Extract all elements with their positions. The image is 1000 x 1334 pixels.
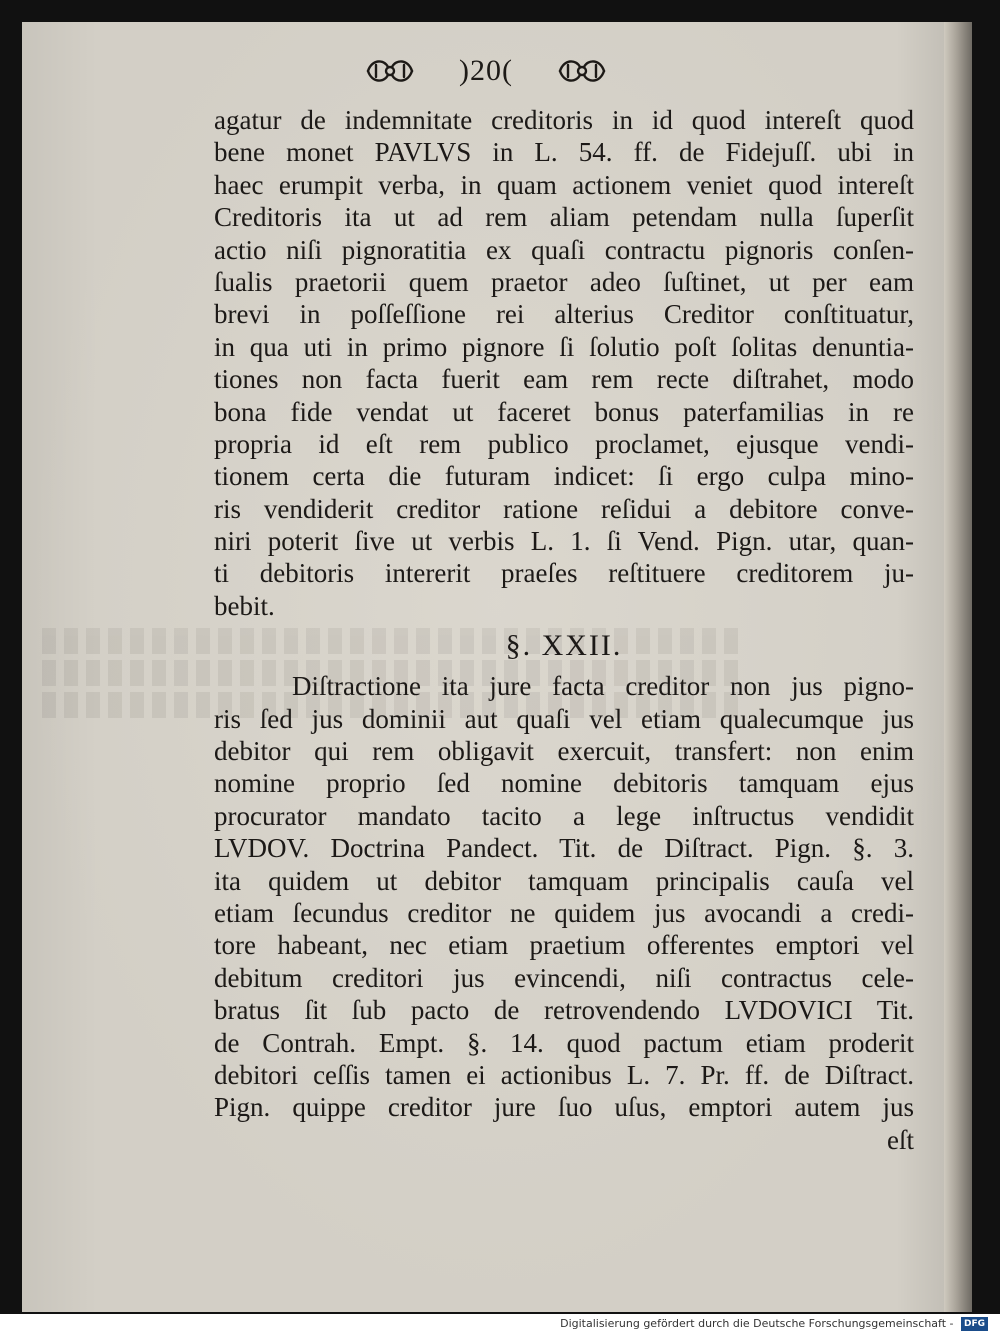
text-line: de Contrah. Empt. §. 14. quod pactum etiam proderit <box>214 1027 914 1058</box>
section-heading: §. XXII. <box>505 629 623 663</box>
text-line: ſualis praetorii quem praetor adeo ſuſtinet, ut per eam <box>214 266 914 297</box>
text-line: niri poterit ſive ut verbis L. 1. ſi Vend. Pign. utar, quan- <box>214 526 914 557</box>
text-line: debitori ceſſis tamen ei actionibus L. 7. Pr. ff. de Diſtract. <box>214 1059 914 1090</box>
text-line: debitum creditori jus evincendi, niſi contractus cele- <box>214 962 914 993</box>
right-ornament-icon <box>554 55 610 87</box>
text-line: bratus ſit ſub pacto de retrovendendo LVDOVICI Tit. <box>214 995 914 1026</box>
text-line: haec erumpit verba, in quam actionem veniet quod intereſt <box>214 169 914 200</box>
text-line: Creditoris ita ut ad rem aliam petendam nulla ſuperſit <box>214 202 914 233</box>
text-line: tiones non facta fuerit eam rem recte diſtrahet, modo <box>214 364 914 395</box>
catchword: eſt <box>887 1124 914 1155</box>
text-line: LVDOV. Doctrina Pandect. Tit. de Diſtract. Pign. §. 3. <box>214 833 914 864</box>
page-number: )20( <box>459 54 513 87</box>
digitization-footer <box>0 1314 1000 1334</box>
page-header <box>0 54 972 94</box>
text-line: propria id eſt rem publico proclamet, ejusque vendi- <box>214 428 914 459</box>
footer-credit: Digitalisierung gefördert durch die Deutsche Forschungsgemeinschaft - <box>560 1317 954 1330</box>
text-line: tionem certa die futuram indicet: ſi ergo culpa mino- <box>214 461 914 492</box>
text-line: ris ſed jus dominii aut quaſi vel etiam qualecumque jus <box>214 703 914 734</box>
dfg-logo-icon: DFG <box>961 1317 988 1331</box>
text-line: etiam ſecundus creditor ne quidem jus avocandi a credi- <box>214 897 914 928</box>
left-ornament-icon <box>362 55 418 87</box>
text-line: Diſtractione ita jure facta creditor non jus pigno- <box>292 671 914 702</box>
text-line: ita quidem ut debitor tamquam principalis cauſa vel <box>214 865 914 896</box>
text-line: actio niſi pignoratitia ex quaſi contractu pignoris conſen- <box>214 234 914 265</box>
text-line: nomine proprio ſed nomine debitoris tamquam ejus <box>214 768 914 799</box>
text-line: ris vendiderit creditor ratione reſidui a debitore conve- <box>214 493 914 524</box>
book-gutter-shadow <box>944 22 972 1312</box>
page-body <box>214 104 914 1156</box>
text-line: in qua uti in primo pignore ſi ſolutio poſt ſolitas denuntia- <box>214 331 914 362</box>
text-line: Pign. quippe creditor jure ſuo uſus, emptori autem jus <box>214 1092 914 1123</box>
text-line: ti debitoris intererit praeſes reſtituere creditorem ju- <box>214 558 914 589</box>
text-line: bene monet PAVLVS in L. 54. ff. de Fidejuſſ. ubi in <box>214 137 914 168</box>
text-line: procurator mandato tacito a lege inſtructus vendidit <box>214 800 914 831</box>
text-line: brevi in poſſeſſione rei alterius Creditor conſtituatur, <box>214 299 914 330</box>
text-line: tore habeant, nec etiam praetium offerentes emptori vel <box>214 930 914 961</box>
text-line: bebit. <box>214 590 275 621</box>
text-line: agatur de indemnitate creditoris in id quod intereſt quod <box>214 105 914 135</box>
text-line: bona fide vendat ut faceret bonus paterfamilias in re <box>214 396 914 427</box>
text-line: debitor qui rem obligavit exercuit, transfert: non enim <box>214 736 914 767</box>
